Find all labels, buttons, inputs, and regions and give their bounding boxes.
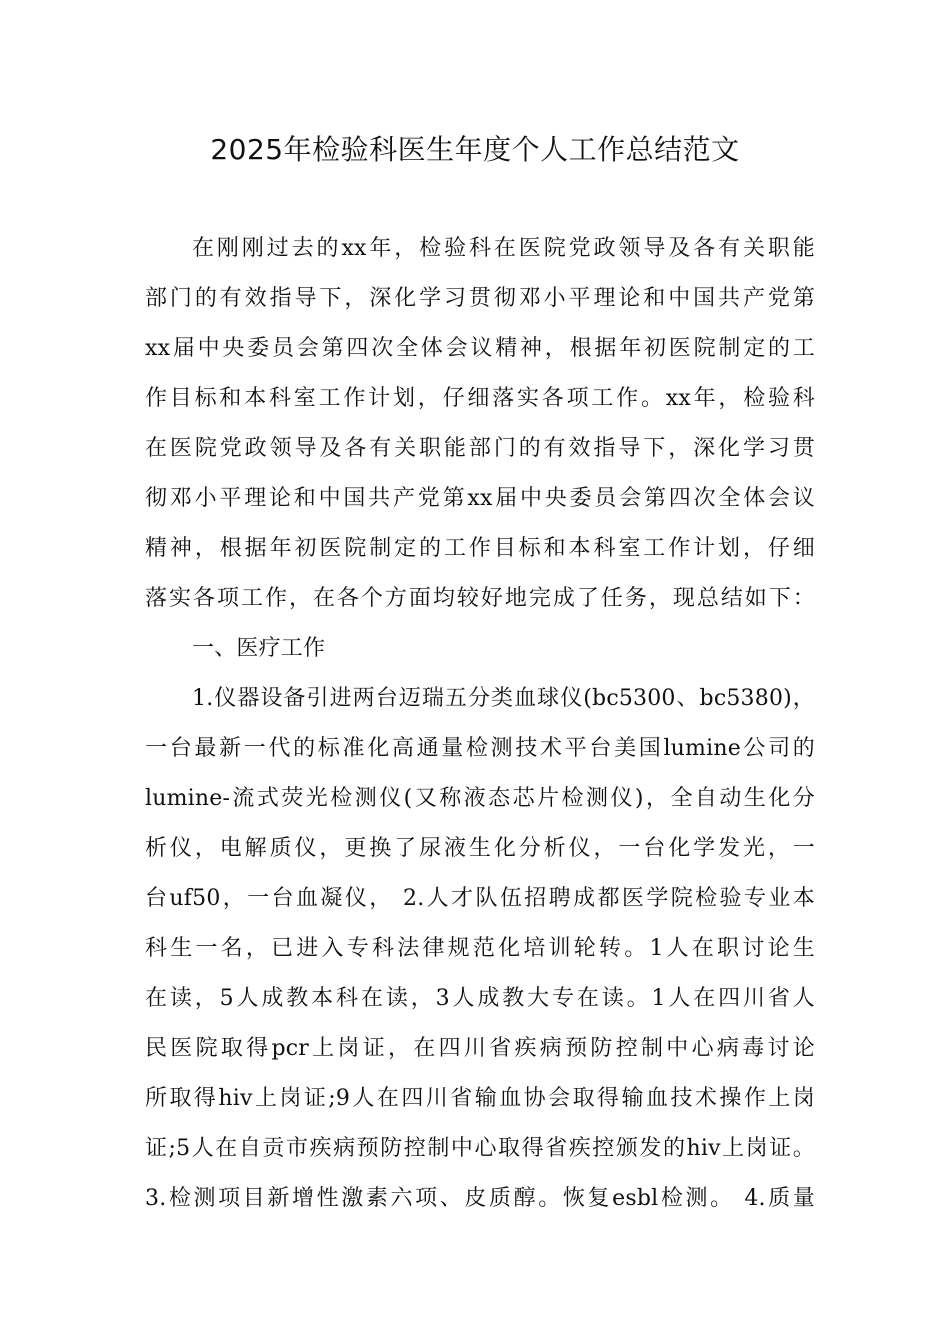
body-line-15: 科生一名，已进入专科法律规范化培训轮转。1人在职讨论生 xyxy=(145,936,815,961)
body-line-8: 落实各项工作，在各个方面均较好地完成了任务，现总结如下： xyxy=(145,586,815,611)
body-line-4: 作目标和本科室工作计划，仔细落实各项工作。xx年，检验科 xyxy=(145,386,815,411)
body-line-7: 精神，根据年初医院制定的工作目标和本科室工作计划，仔细 xyxy=(145,536,815,561)
body-line-1: 在刚刚过去的xx年，检验科在医院党政领导及各有关职能 xyxy=(192,236,815,261)
body-line-10: 1.仪器设备引进两台迈瑞五分类血球仪(bc5300、bc5380)， xyxy=(192,686,815,711)
body-line-19: 证;5人在自贡市疾病预防控制中心取得省疾控颁发的hiv上岗证。 xyxy=(145,1136,815,1161)
body-line-18: 所取得hiv上岗证;9人在四川省输血协会取得输血技术操作上岗 xyxy=(145,1086,815,1111)
body-line-14: 台uf50，一台血凝仪， 2.人才队伍招聘成都医学院检验专业本 xyxy=(145,886,815,911)
body-line-3: xx届中央委员会第四次全体会议精神，根据年初医院制定的工 xyxy=(145,336,815,361)
document-title: 2025年检验科医生年度个人工作总结范文 xyxy=(210,133,740,166)
body-line-6: 彻邓小平理论和中国共产党第xx届中央委员会第四次全体会议 xyxy=(145,486,815,511)
body-line-20: 3.检测项目新增性激素六项、皮质醇。恢复esbl检测。 4.质量 xyxy=(145,1186,815,1211)
body-line-11: 一台最新一代的标准化高通量检测技术平台美国lumine公司的 xyxy=(145,736,815,761)
body-line-2: 部门的有效指导下，深化学习贯彻邓小平理论和中国共产党第 xyxy=(145,286,815,311)
body-line-12: lumine-流式荧光检测仪(又称液态芯片检测仪)，全自动生化分 xyxy=(145,786,815,811)
body-line-5: 在医院党政领导及各有关职能部门的有效指导下，深化学习贯 xyxy=(145,436,815,461)
body-line-17: 民医院取得pcr上岗证，在四川省疾病预防控制中心病毒讨论 xyxy=(145,1036,815,1061)
section-heading: 一、医疗工作 xyxy=(192,636,326,661)
body-line-16: 在读，5人成教本科在读，3人成教大专在读。1人在四川省人 xyxy=(145,986,815,1011)
body-line-13: 析仪，电解质仪，更换了尿液生化分析仪，一台化学发光，一 xyxy=(145,836,815,861)
